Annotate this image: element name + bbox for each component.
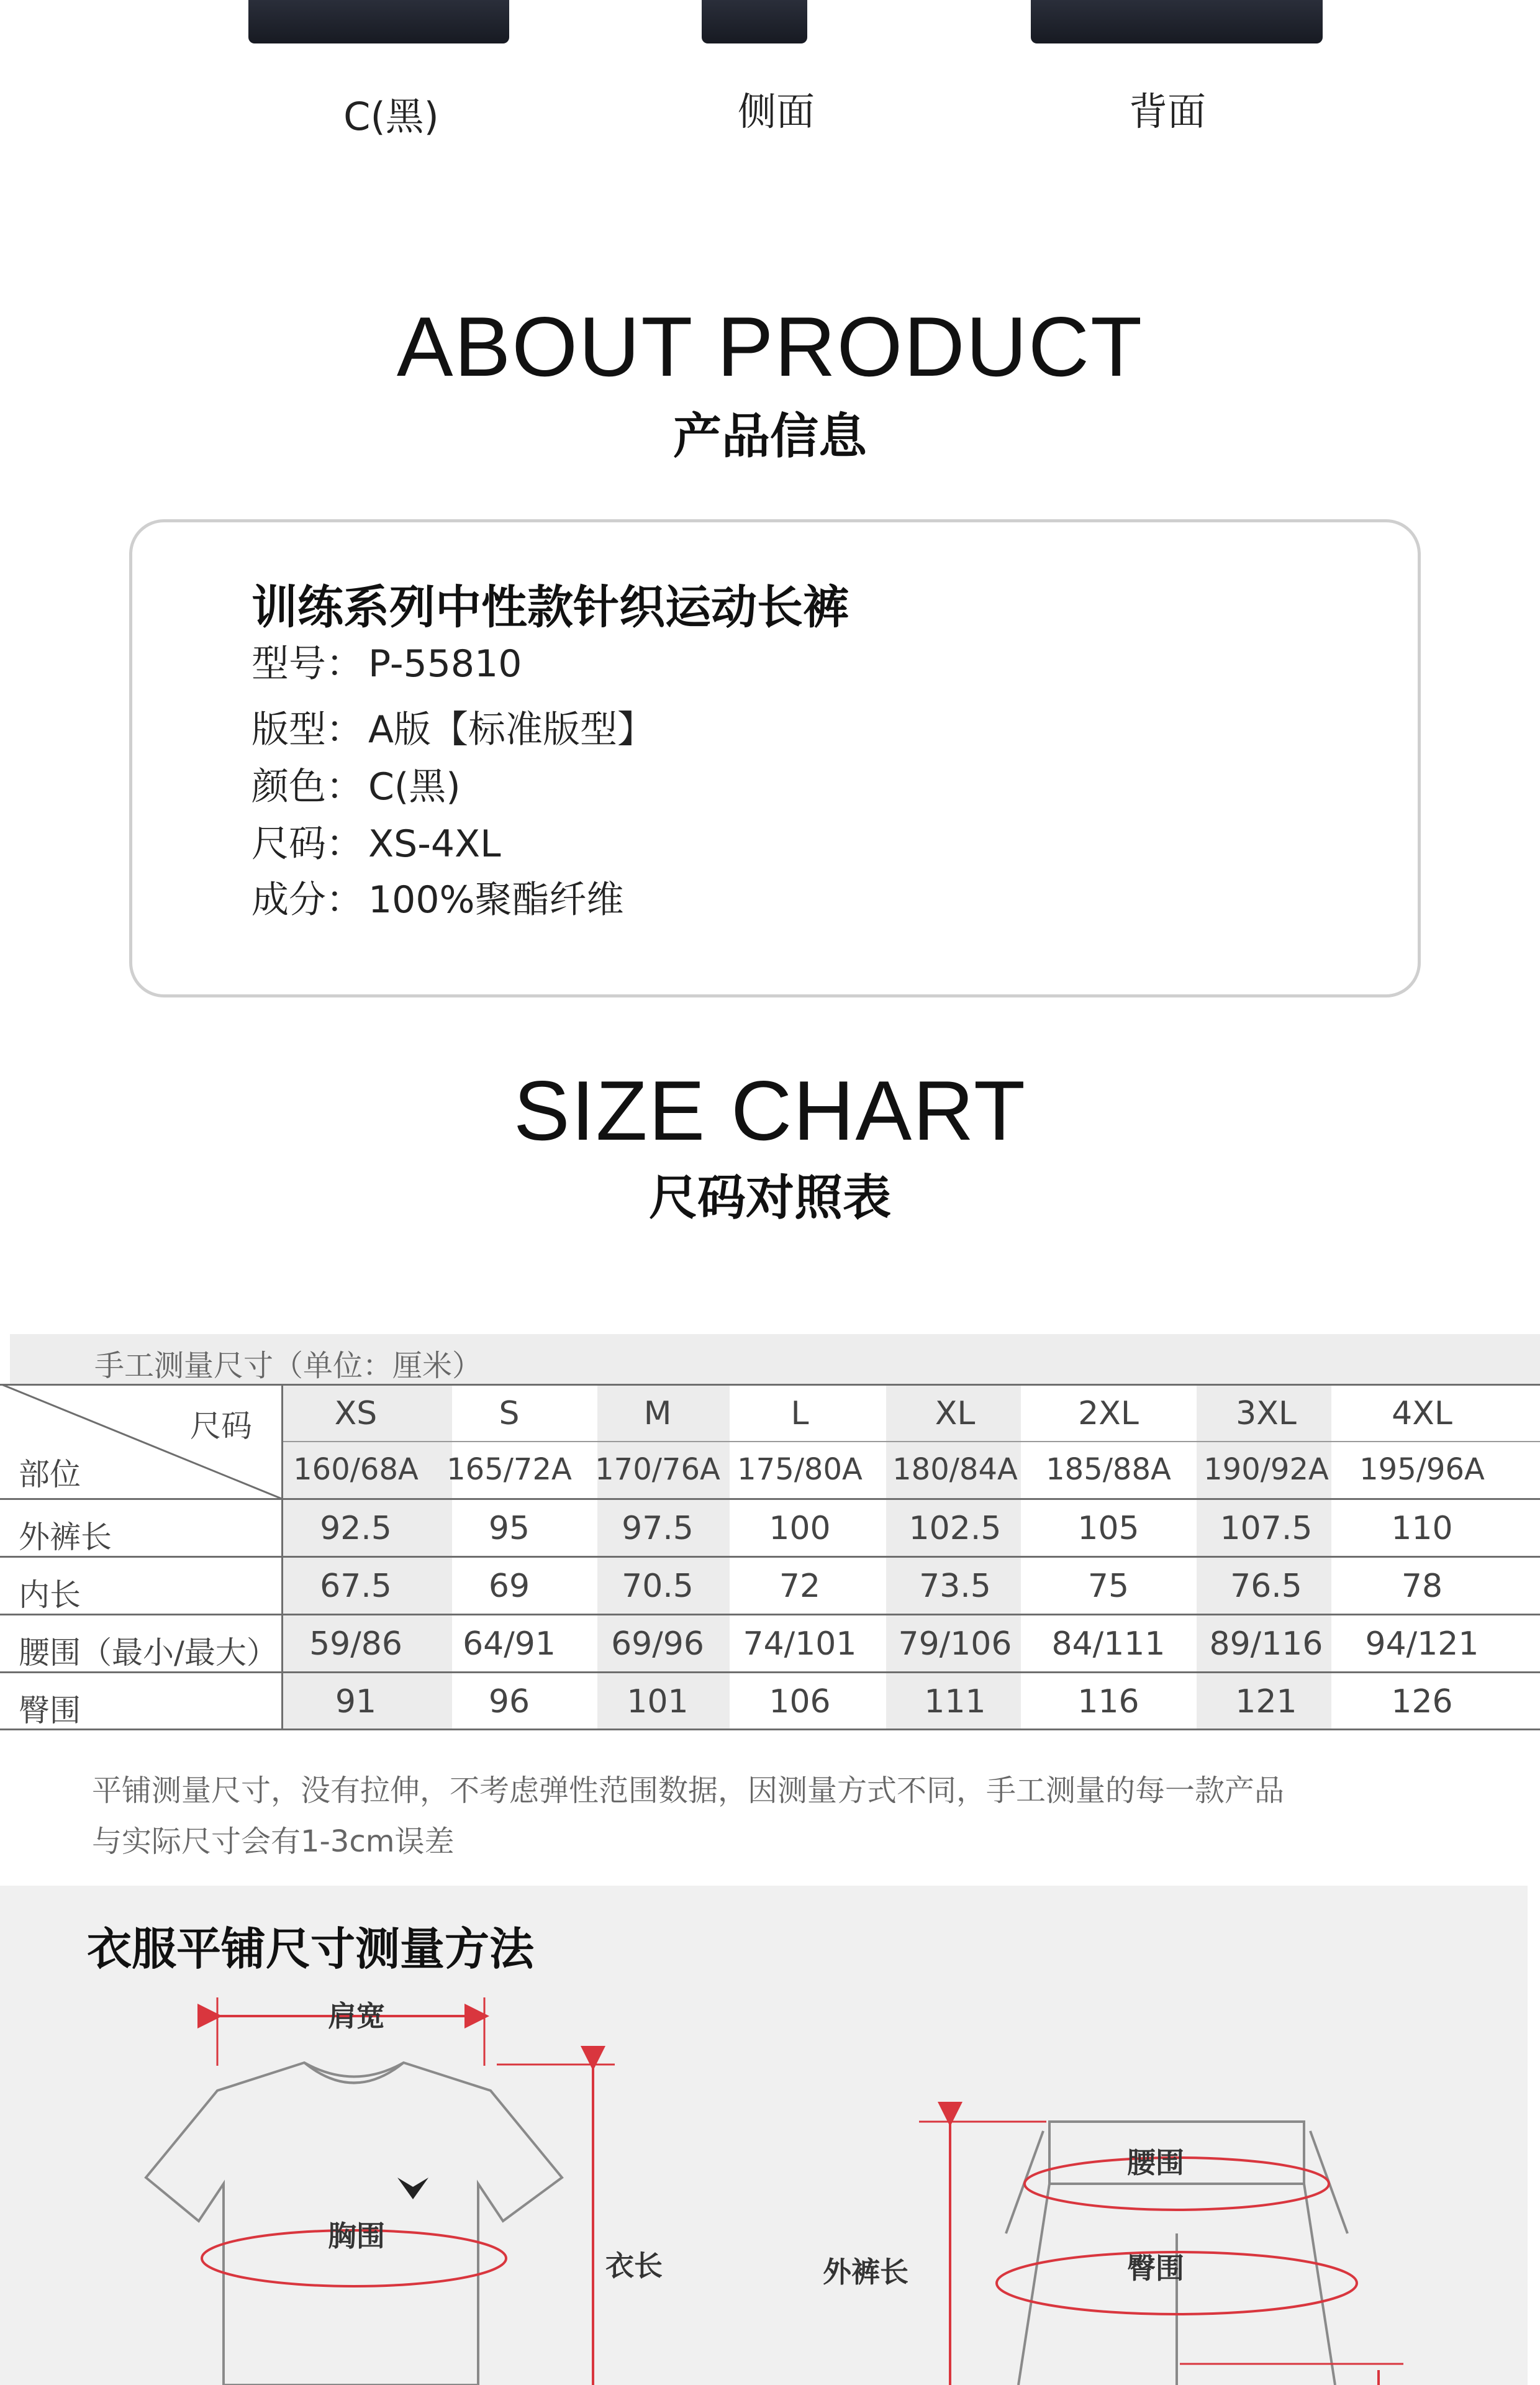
height-cell: 185/88A (1046, 1452, 1171, 1487)
view-label-side: 侧面 (737, 89, 815, 134)
table-cell: 69 (488, 1568, 530, 1605)
table-cell: 70.5 (622, 1568, 694, 1605)
view-label-back: 背面 (1128, 89, 1206, 134)
table-cell: 78 (1401, 1568, 1443, 1605)
table-cell: 74/101 (743, 1625, 857, 1663)
info-label: 颜色： (251, 765, 363, 809)
table-cell: 64/91 (463, 1625, 556, 1663)
info-value: A版【标准版型】 (368, 708, 655, 752)
info-row-color (251, 757, 461, 811)
product-name: 训练系列中性款针织运动长裤 (251, 581, 849, 634)
product-info-card (129, 519, 1421, 997)
table-divider (281, 1384, 283, 1730)
size-chart-title-en: SIZE CHART (513, 1063, 1027, 1158)
chest-label: 胸围 (328, 2219, 385, 2253)
height-cell: 180/84A (892, 1452, 1018, 1487)
info-label: 型号： (251, 642, 363, 686)
table-cell: 97.5 (622, 1510, 694, 1547)
table-cell: 106 (769, 1683, 831, 1720)
size-header: 3XL (1236, 1395, 1297, 1432)
table-cell: 121 (1235, 1683, 1297, 1720)
table-cell: 101 (627, 1683, 689, 1720)
size-header: 2XL (1078, 1395, 1139, 1432)
table-cell: 102.5 (908, 1510, 1002, 1547)
measurement-method-title: 衣服平铺尺寸测量方法 (87, 1923, 535, 1975)
info-value: 100%聚酯纤维 (368, 878, 624, 922)
table-cell: 72 (779, 1568, 821, 1605)
size-header: 4XL (1392, 1395, 1452, 1432)
size-table (0, 1384, 1540, 1730)
info-label: 版型： (251, 708, 363, 752)
row-label-inseam: 内长 (19, 1577, 81, 1613)
table-cell: 100 (769, 1510, 831, 1547)
table-cell: 67.5 (320, 1568, 392, 1605)
tshirt-diagram (0, 1886, 714, 2385)
info-row-material (251, 870, 624, 924)
table-rule (283, 1441, 1540, 1442)
table-cell: 73.5 (919, 1568, 991, 1605)
table-cell: 95 (488, 1510, 530, 1547)
table-rule (0, 1614, 1540, 1615)
table-cell: 69/96 (611, 1625, 704, 1663)
info-label: 成分： (251, 878, 363, 922)
table-caption-text: 手工测量尺寸（单位：厘米） (94, 1348, 482, 1383)
table-caption (10, 1334, 1540, 1384)
info-label: 尺码： (251, 822, 363, 866)
table-cell: 105 (1077, 1510, 1139, 1547)
row-label-hip: 臀围 (19, 1692, 81, 1729)
table-cell: 110 (1391, 1510, 1453, 1547)
product-photo-side (702, 0, 807, 43)
corner-part-label: 部位 (19, 1456, 81, 1492)
hip-label: 臀围 (1127, 2251, 1184, 2285)
outseam-label: 外裤长 (823, 2255, 908, 2289)
length-label: 衣长 (605, 2249, 663, 2283)
table-rule (0, 1556, 1540, 1558)
table-cell: 79/106 (898, 1625, 1012, 1663)
height-cell: 175/80A (737, 1452, 863, 1487)
pants-diagram (807, 1886, 1528, 2385)
shoulder-label: 肩宽 (328, 1999, 385, 2033)
table-cell: 89/116 (1209, 1625, 1323, 1663)
table-cell: 59/86 (309, 1625, 402, 1663)
info-value: C(黑) (368, 765, 461, 809)
size-header: M (643, 1395, 672, 1432)
table-border (0, 1384, 1540, 1386)
table-cell: 111 (924, 1683, 986, 1720)
table-cell: 84/111 (1051, 1625, 1166, 1663)
view-label-front: C(黑) (343, 94, 439, 139)
info-row-fit (251, 700, 654, 753)
info-value: P-55810 (368, 642, 522, 686)
product-photo-front (248, 0, 509, 43)
info-row-size (251, 814, 501, 868)
table-cell: 116 (1077, 1683, 1139, 1720)
height-cell: 160/68A (293, 1452, 419, 1487)
table-border (0, 1729, 1540, 1730)
table-cell: 107.5 (1220, 1510, 1313, 1547)
size-header: XS (334, 1395, 378, 1432)
table-cell: 126 (1391, 1683, 1453, 1720)
table-cell: 94/121 (1365, 1625, 1479, 1663)
info-value: XS-4XL (368, 822, 501, 866)
measurement-note-line2: 与实际尺寸会有1-3cm误差 (92, 1824, 455, 1859)
size-header: S (499, 1395, 520, 1432)
height-cell: 165/72A (446, 1452, 572, 1487)
table-rule (0, 1498, 1540, 1500)
info-row-model (251, 634, 522, 688)
size-header: L (790, 1395, 809, 1432)
height-cell: 190/92A (1203, 1452, 1329, 1487)
table-cell: 96 (488, 1683, 530, 1720)
row-label-outseam: 外裤长 (19, 1519, 112, 1555)
table-cell: 92.5 (320, 1510, 392, 1547)
table-cell: 76.5 (1230, 1568, 1302, 1605)
size-header: XL (935, 1395, 976, 1432)
table-cell: 91 (335, 1683, 377, 1720)
about-title-cn: 产品信息 (673, 409, 867, 465)
waist-label: 腰围 (1127, 2146, 1184, 2179)
measurement-note-line1: 平铺测量尺寸，没有拉伸，不考虑弹性范围数据，因测量方式不同，手工测量的每一款产品 (92, 1773, 1285, 1808)
height-cell: 195/96A (1359, 1452, 1485, 1487)
table-cell: 75 (1087, 1568, 1130, 1605)
corner-size-label: 尺码 (190, 1408, 252, 1444)
about-title-en: ABOUT PRODUCT (396, 299, 1144, 394)
measurement-method-panel (0, 1886, 1528, 2385)
row-label-waist: 腰围（最小/最大） (19, 1635, 278, 1671)
size-chart-title-cn: 尺码对照表 (648, 1170, 891, 1226)
product-photo-back (1031, 0, 1323, 43)
height-cell: 170/76A (595, 1452, 720, 1487)
